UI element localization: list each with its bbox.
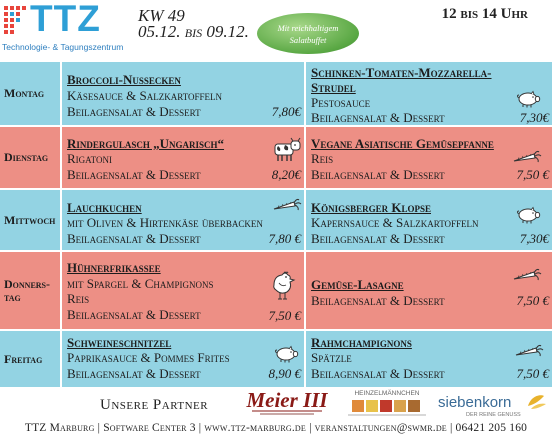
day-label — [0, 252, 60, 329]
day-label: Montag — [0, 62, 60, 125]
dish-line: Spätzle — [311, 350, 352, 365]
meier-logo — [246, 388, 328, 418]
dish-line: Beilagensalat & Dessert — [67, 167, 201, 182]
dish-title: Gemüse-Lasagne — [311, 277, 404, 292]
dish-cell-left — [62, 127, 304, 188]
dish-line: Reis — [67, 291, 90, 306]
carrot-icon — [512, 267, 542, 288]
menu-row — [0, 127, 552, 188]
logo-dot-grid — [4, 6, 28, 34]
dish-price: 7,50 € — [268, 308, 301, 323]
day-label: Freitag — [0, 331, 60, 387]
day-label: Dienstag — [0, 127, 60, 188]
dish-price: 7,30€ — [519, 110, 549, 125]
siebenkorn-logo — [436, 392, 548, 418]
dish-price: 7,30€ — [519, 231, 549, 246]
dish-line: Beilagensalat & Dessert — [311, 110, 445, 125]
dish-line: Beilagensalat & Dessert — [67, 104, 201, 119]
week-number: KW 49 — [138, 6, 185, 25]
dish-title: Vegane Asiatische Gemüsepfanne — [311, 136, 494, 151]
logo-word: TTZ — [30, 0, 101, 39]
dish-title: Rahmchampignons — [311, 335, 412, 350]
dish-price: 8,90 € — [268, 366, 301, 381]
dish-line: Rigatoni — [67, 151, 113, 166]
menu-row — [0, 190, 552, 250]
svg-text:HEINZELMÄNNCHEN: HEINZELMÄNNCHEN — [354, 390, 420, 397]
day-label-line: tag — [4, 289, 21, 304]
menu-row — [0, 331, 552, 387]
cow-icon — [272, 137, 302, 168]
ttz-logo — [2, 2, 132, 54]
dish-price: 7,50 € — [516, 293, 549, 308]
svg-text:DER REINE GENUSS: DER REINE GENUSS — [466, 412, 521, 418]
dish-line: Paprikasauce & Pommes Frites — [67, 350, 230, 365]
dish-title: Lauchkuchen — [67, 200, 142, 215]
dish-price: 7,50 € — [516, 167, 549, 182]
dish-line: Reis — [311, 151, 334, 166]
dish-line: mit Oliven & Hirtenkäse überbacken — [67, 215, 263, 230]
dish-cell-right — [306, 190, 552, 250]
dish-line: Beilagensalat & Dessert — [311, 167, 445, 182]
menu-row — [0, 62, 552, 125]
logo-subtitle: Technologie- & Tagungszentrum — [2, 42, 124, 52]
pig-icon — [516, 206, 542, 229]
dish-title: Broccoli-Nussecken — [67, 72, 181, 87]
dish-price: 7,80 € — [268, 231, 301, 246]
dish-title: Strudel — [311, 80, 356, 95]
dish-title: Schweineschnitzel — [67, 335, 172, 350]
dish-title: Königsberger Klopse — [311, 200, 431, 215]
dish-cell-left — [62, 331, 304, 387]
salad-badge-line2: Salatbuffet — [289, 34, 327, 45]
day-label-line: Donners- — [4, 276, 51, 291]
svg-text:Meier III: Meier III — [246, 388, 328, 412]
dish-line: Käsesauce & Salzkartoffeln — [67, 88, 223, 103]
week-dates: 05.12. bis 09.12. — [138, 22, 249, 41]
pig-icon — [274, 345, 300, 368]
dish-cell-left — [62, 190, 304, 250]
chicken-icon — [270, 271, 296, 306]
dish-title: Schinken-Tomaten-Mozzarella- — [311, 65, 492, 80]
opening-time: 12 bis 14 Uhr — [441, 6, 528, 22]
dish-cell-right — [306, 127, 552, 188]
dish-cell-right — [306, 331, 552, 387]
dish-cell-right — [306, 62, 552, 125]
dish-price: 7,50 € — [516, 366, 549, 381]
dish-title: Hühnerfrikassee — [67, 260, 161, 275]
carrot-icon — [512, 149, 542, 170]
dish-line: Beilagensalat & Dessert — [311, 293, 445, 308]
pig-icon — [516, 90, 542, 113]
dish-cell-right — [306, 252, 552, 329]
dish-price: 8,20€ — [271, 167, 301, 182]
dish-price: 7,80€ — [271, 104, 301, 119]
dish-line: Kapernsauce & Salzkartoffeln — [311, 215, 479, 230]
dish-title: Rindergulasch „Ungarisch“ — [67, 136, 225, 151]
dish-cell-left — [62, 62, 304, 125]
dish-line: Beilagensalat & Dessert — [67, 231, 201, 246]
heinzelmaennchen-logo — [344, 388, 430, 418]
menu-row — [0, 252, 552, 329]
carrot-icon — [272, 197, 302, 218]
carrot-icon — [514, 343, 544, 364]
day-label: Mittwoch — [0, 190, 60, 250]
dish-line: Pestosauce — [311, 95, 371, 110]
dish-line: Beilagensalat & Dessert — [311, 231, 445, 246]
dish-line: Beilagensalat & Dessert — [311, 366, 445, 381]
salad-buffet-badge — [257, 13, 359, 54]
partners-label: Unsere Partner — [100, 397, 209, 413]
footer-contact: TTZ Marburg | Software Center 3 | www.ttz-marburg.de | veranstaltungen@swmr.de | 06421 205 160 — [24, 422, 528, 434]
dish-line: Beilagensalat & Dessert — [67, 366, 201, 381]
dish-cell-left — [62, 252, 304, 329]
salad-badge-line1: Mit reichhaltigem — [277, 22, 339, 33]
svg-text:siebenkorn: siebenkorn — [438, 394, 512, 411]
dish-line: Beilagensalat & Dessert — [67, 307, 201, 322]
dish-line: mit Spargel & Champignons — [67, 276, 214, 291]
